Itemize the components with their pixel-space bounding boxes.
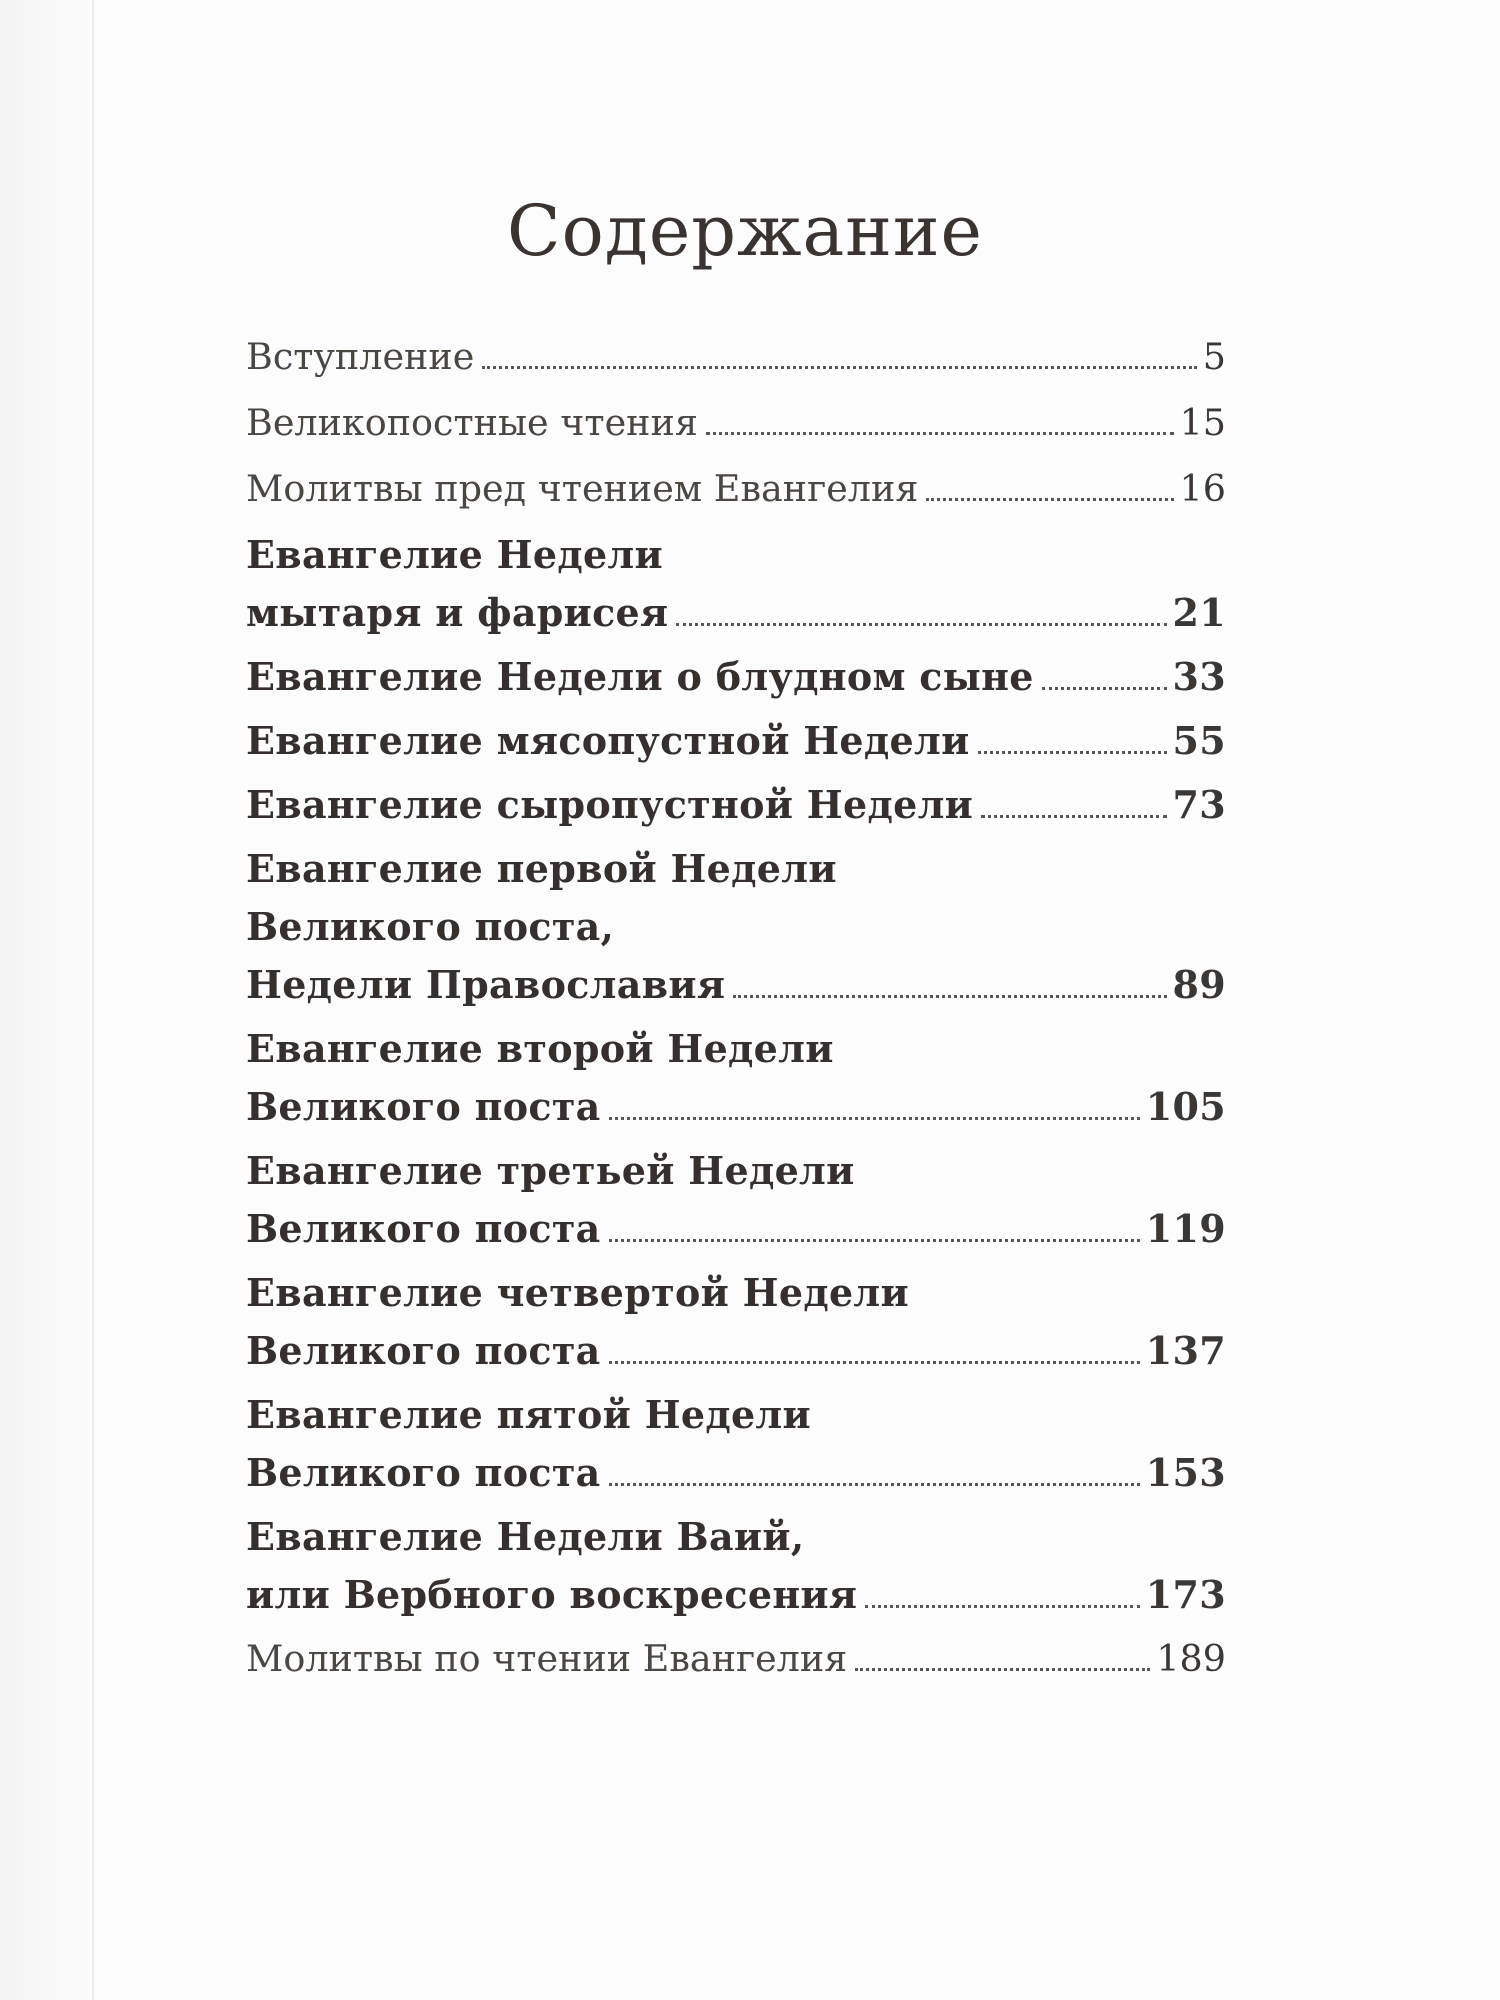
toc-page-number: 89 xyxy=(1172,962,1226,1007)
toc-entry xyxy=(246,1630,1226,1688)
toc-entry-title: Вступление xyxy=(246,335,475,378)
toc-page-number: 189 xyxy=(1156,1637,1226,1680)
toc-entry xyxy=(246,1386,1226,1502)
dot-leader xyxy=(609,1239,1140,1242)
dot-leader xyxy=(733,995,1166,998)
toc-page-number: 5 xyxy=(1202,335,1226,378)
toc-entry-title: Великого поста xyxy=(246,1084,601,1129)
toc-entry-title: Евангелие второй Недели xyxy=(246,1026,834,1071)
table-of-contents xyxy=(246,328,1226,1696)
toc-entry xyxy=(246,460,1226,518)
toc-entry xyxy=(246,394,1226,452)
dot-leader xyxy=(926,498,1173,501)
toc-entry xyxy=(246,526,1226,642)
toc-page-number: 33 xyxy=(1172,654,1226,699)
toc-entry xyxy=(246,648,1226,706)
toc-entry xyxy=(246,1264,1226,1380)
toc-entry-title: Евангелие первой Недели xyxy=(246,846,837,891)
toc-entry-title: Великопостные чтения xyxy=(246,401,698,444)
toc-entry-title: Недели Православия xyxy=(246,962,726,1007)
toc-entry-title: мытаря и фарисея xyxy=(246,590,669,635)
page-title: Содержание xyxy=(507,190,983,272)
toc-entry xyxy=(246,776,1226,834)
toc-page-number: 119 xyxy=(1145,1206,1226,1251)
dot-leader xyxy=(1042,687,1167,690)
toc-page-number: 16 xyxy=(1179,467,1226,510)
toc-entry-title: Евангелие Недели Ваий, xyxy=(246,1514,805,1559)
page-binding-edge xyxy=(92,0,94,2000)
toc-entry xyxy=(246,1508,1226,1624)
toc-entry-title: Великого поста xyxy=(246,1450,601,1495)
toc-entry xyxy=(246,840,1226,1014)
toc-entry xyxy=(246,328,1226,386)
toc-page-number: 153 xyxy=(1145,1450,1226,1495)
toc-entry xyxy=(246,1142,1226,1258)
dot-leader xyxy=(981,815,1166,818)
toc-entry-title: Великого поста, xyxy=(246,904,615,949)
toc-entry-title: Великого поста xyxy=(246,1328,601,1373)
toc-entry-title: Евангелие сыропустной Недели xyxy=(246,782,974,827)
toc-entry-title: Евангелие Недели xyxy=(246,532,664,577)
toc-entry-title: Великого поста xyxy=(246,1206,601,1251)
toc-entry xyxy=(246,712,1226,770)
toc-page-number: 73 xyxy=(1172,782,1226,827)
toc-entry-title: Евангелие Недели о блудном сыне xyxy=(246,654,1034,699)
toc-entry-title: или Вербного воскресения xyxy=(246,1572,858,1617)
toc-entry-title: Евангелие третьей Недели xyxy=(246,1148,855,1193)
toc-page-number: 137 xyxy=(1145,1328,1226,1373)
toc-page-number: 15 xyxy=(1179,401,1226,444)
toc-page-number: 55 xyxy=(1172,718,1226,763)
dot-leader xyxy=(865,1605,1139,1608)
dot-leader xyxy=(609,1117,1140,1120)
dot-leader xyxy=(855,1668,1150,1671)
dot-leader xyxy=(706,432,1174,435)
dot-leader xyxy=(482,366,1196,369)
toc-entry-title: Молитвы по чтении Евангелия xyxy=(246,1637,848,1680)
toc-page-number: 105 xyxy=(1145,1084,1226,1129)
dot-leader xyxy=(609,1361,1140,1364)
toc-page-number: 21 xyxy=(1172,590,1226,635)
toc-entry-title: Евангелие мясопустной Недели xyxy=(246,718,970,763)
toc-page-number: 173 xyxy=(1145,1572,1226,1617)
dot-leader xyxy=(978,751,1167,754)
toc-entry-title: Молитвы пред чтением Евангелия xyxy=(246,467,919,510)
toc-entry xyxy=(246,1020,1226,1136)
dot-leader xyxy=(609,1483,1140,1486)
dot-leader xyxy=(676,623,1166,626)
toc-entry-title: Евангелие пятой Недели xyxy=(246,1392,812,1437)
toc-entry-title: Евангелие четвертой Недели xyxy=(246,1270,910,1315)
